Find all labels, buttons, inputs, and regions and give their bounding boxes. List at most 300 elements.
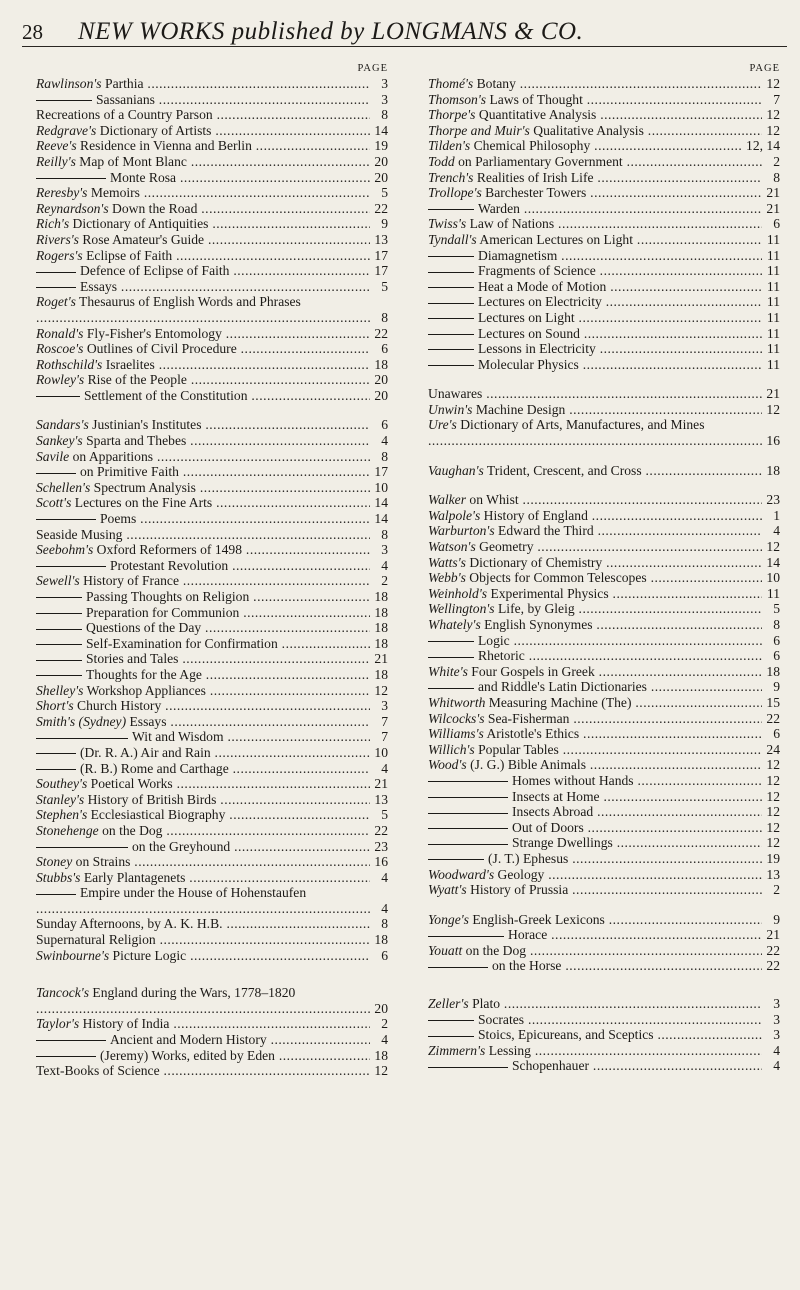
ditto-dash [36,287,76,288]
entry-page-number: 6 [773,726,780,742]
entry-title-text: English Synonymes [480,617,593,632]
entry-title-text: Thesaurus of English Words and Phrases [75,294,301,310]
entry-page-number: 11 [766,325,780,341]
index-entry [36,76,388,92]
index-entry [428,789,780,805]
entry-page-number: 17 [374,263,388,279]
entry-page-number: 1 [773,507,780,523]
entry-title [428,508,762,524]
entry-page-number: 6 [381,341,388,357]
entry-title [36,433,370,449]
index-entry [36,388,388,404]
entry-title-text: Settlement of the Constitution [84,387,248,403]
entry-title [428,463,762,479]
entry-author: Whitworth [428,694,486,710]
entry-title [428,1012,762,1028]
index-entry [428,851,780,867]
entry-page-number: 11 [766,247,780,263]
entry-title [428,523,762,539]
entry-page-number: 8 [381,526,388,542]
entry-page-number: 4 [381,557,388,573]
index-entry [428,201,780,217]
index-entry [36,154,388,170]
entry-title [428,996,762,1012]
index-entry [36,542,388,558]
entry-author: Sewell's [36,573,80,589]
index-entry [36,683,388,699]
entry-title [428,912,762,928]
right-entry-list [428,76,780,1074]
index-entry [36,636,388,652]
index-entry [36,729,388,745]
entry-author: Short's [36,698,74,714]
entry-title [428,138,742,154]
section-gap [428,449,780,463]
index-entry [36,932,388,948]
index-entry [428,279,780,295]
ditto-dash [428,813,508,814]
entry-author: Watson's [428,539,476,555]
entry-title-text: Protestant Revolution [110,557,229,573]
entry-title [428,648,762,664]
entry-title [36,985,370,1016]
entry-title-text: Socrates [478,1011,525,1027]
entry-page-number: 13 [374,231,388,247]
entry-page-number: 22 [374,200,388,216]
entry-title-text: Popular Tables [474,741,559,757]
entry-title-text: Israelites [102,356,155,372]
entry-title [428,294,762,310]
index-entry [36,511,388,527]
entry-page-number: 14 [374,122,388,138]
entry-page-number: 12 [766,835,780,851]
entry-title-text: (Jeremy) Works, edited by Eden [100,1047,275,1063]
entry-page-number: 6 [381,947,388,963]
entry-author: Trench's [428,169,474,185]
entry-author: Stonehenge [36,822,99,838]
index-entry [428,107,780,123]
index-entry [36,279,388,295]
entry-title-text: Sea-Fisherman [484,710,570,726]
entry-author: Smith's (Sydney) [36,713,127,729]
entry-title-text: on Apparitions [69,448,154,464]
ditto-dash [36,629,82,630]
entry-page-number: 15 [766,694,780,710]
header-rule [22,46,787,47]
entry-author: Whately's [428,617,481,632]
index-entry [36,341,388,357]
entry-title-text: Chemical Philosophy [470,138,591,154]
index-entry [428,326,780,342]
ditto-dash [36,100,92,101]
entry-title-text: Quantitative Analysis [475,107,597,123]
entry-title-text: Diamagnetism [478,247,558,263]
entry-title-text: Machine Design [472,401,566,417]
entry-page-number: 6 [773,648,780,664]
index-entry [428,232,780,248]
entry-title [36,589,370,605]
entry-title-text: Memoirs [87,185,140,201]
entry-page-number: 12 [766,539,780,555]
entry-page-number: 4 [773,523,780,539]
entry-page-number: 9 [381,216,388,232]
entry-title [36,154,370,170]
entry-title-text: Sparta and Thebes [82,433,187,449]
entry-page-number: 22 [374,325,388,341]
entry-title [36,620,370,636]
index-entry [36,916,388,932]
entry-title [428,402,762,418]
index-entry [36,714,388,730]
entry-title [36,372,370,388]
entry-page-number: 14 [766,554,780,570]
ditto-dash [36,613,82,614]
index-entry [36,326,388,342]
entry-author: White's [428,663,468,679]
entry-title [36,792,370,808]
entry-title [36,232,370,248]
entry-title-text: (J. G.) Bible Animals [466,757,586,773]
entry-author: Williams's [428,726,484,742]
entry-title [428,757,762,773]
entry-title-text: England during the Wars, 1778–1820 [89,985,296,1001]
ditto-dash [36,272,76,273]
entry-title-text: on the Horse [492,958,562,974]
index-entry [36,870,388,886]
entry-title [428,170,762,186]
entry-title [36,170,370,186]
ditto-dash [36,473,76,474]
index-entry [428,927,780,943]
entry-title [36,729,370,745]
index-entry [428,76,780,92]
entry-page-number: 3 [381,698,388,714]
entry-author: Wyatt's [428,882,467,898]
index-entry [36,745,388,761]
index-entry [428,386,780,402]
entry-title-text: Spectrum Analysis [90,479,196,495]
index-entry [36,792,388,808]
entry-title [36,823,370,839]
ditto-dash [36,597,82,598]
entry-title-text: Workshop Appliances [83,682,206,698]
entry-title-text: Horace [508,927,548,943]
section-gap [36,963,388,985]
entry-author: Zeller's [428,996,469,1012]
entry-page-number: 20 [374,153,388,169]
index-entry [428,185,780,201]
entry-page-number: 12 [766,107,780,123]
entry-author: Ure's [428,417,457,433]
ditto-dash [428,318,474,319]
ditto-dash [428,1036,474,1037]
entry-title-text: Map of Mont Blanc [75,153,187,169]
index-entry [36,761,388,777]
entry-title [36,745,370,761]
entry-title [428,570,762,586]
index-entry [428,633,780,649]
entry-title [36,480,370,496]
entry-title-text: Lectures on Sound [478,325,580,341]
entry-title-text: Logic [478,632,510,648]
entry-page-number: 7 [381,729,388,745]
entry-page-number: 11 [766,231,780,247]
entry-title-text: Stoics, Epicureans, and Sceptics [478,1027,654,1043]
index-entry [428,123,780,139]
entry-author: Rothschild's [36,356,103,372]
index-entry [36,216,388,232]
entry-page-number: 10 [766,570,780,586]
entry-title [36,1048,370,1064]
entry-author: Woodward's [428,866,495,882]
entry-title-text: Sunday Afternoons, by A. K. H.B. [36,916,223,932]
entry-page-number: 17 [374,247,388,263]
entry-title [428,216,762,232]
index-entry [428,263,780,279]
entry-title-text: Botany [473,76,516,91]
index-entry [428,216,780,232]
entry-page-number: 21 [374,776,388,792]
entry-title-text: Passing Thoughts on Religion [86,589,250,604]
entry-title [428,326,762,342]
index-entry [428,539,780,555]
entry-title [428,586,762,602]
entry-title-text: Molecular Physics [478,356,579,372]
entry-title [36,76,370,92]
entry-author: Warburton's [428,523,495,539]
entry-page-number: 8 [381,448,388,464]
index-entry [428,417,780,448]
entry-title-text: Poetical Works [87,776,173,792]
entry-title-text: Early Plantagenets [80,869,186,885]
entry-page-number: 5 [381,807,388,823]
entry-page-number: 11 [766,263,780,279]
ditto-dash [428,334,474,335]
entry-title-text: Wit and Wisdom [132,729,224,745]
entry-title-text: Warden [478,200,520,216]
index-entry [428,248,780,264]
entry-title-text: Fly-Fisher's Entomology [83,325,222,341]
entry-author: Wellington's [428,601,495,617]
entry-title-text: Measuring Machine (The) [485,694,632,710]
entry-title-text: Residence in Vienna and Berlin [76,138,252,154]
index-entry [36,123,388,139]
entry-title [36,839,370,855]
entry-author: Shelley's [36,682,84,698]
index-entry [428,1058,780,1074]
index-entry [428,943,780,959]
entry-page-number: 20 [374,169,388,185]
entry-title-text: Life, by Gleig [494,601,575,617]
ditto-dash [36,1056,96,1057]
entry-title [36,651,370,667]
entry-page-number: 12 [766,757,780,773]
ditto-dash [428,967,488,968]
index-entry [36,464,388,480]
index-entry [36,1063,388,1079]
entry-page-number: 11 [766,278,780,294]
entry-title [36,107,370,123]
entry-page-number: 5 [773,601,780,617]
entry-page-number: 6 [773,216,780,232]
entry-title [36,216,370,232]
entry-title-text: Law of Nations [466,216,555,232]
entry-title-text: History of France [79,573,179,589]
entry-title-text: Strange Dwellings [512,835,613,851]
index-entry [36,372,388,388]
entry-title-text: Sassanians [96,91,155,107]
ditto-dash [36,396,80,397]
entry-page-number: 11 [766,294,780,310]
entry-page-number: 18 [374,1047,388,1063]
entry-author: Savile [36,448,70,464]
entry-title [36,92,370,108]
entry-title-text: History of England [480,507,588,523]
entry-page-number: 18 [374,666,388,682]
ditto-dash [428,657,474,658]
index-entry [36,558,388,574]
index-entry [428,820,780,836]
entry-title-text: Rhetoric [478,648,525,664]
index-entry [428,882,780,898]
entry-title [428,835,762,851]
entry-title-text: Stories and Tales [86,651,179,667]
index-entry [36,1032,388,1048]
entry-title [428,1043,762,1059]
entry-page-number: 21 [766,927,780,943]
index-entry [428,586,780,602]
entry-title [428,123,762,139]
entry-author: Willich's [428,741,475,757]
entry-title-text: History of British Birds [84,791,217,807]
ditto-dash [428,1067,508,1068]
index-entry [36,417,388,433]
entry-title-text: Text-Books of Science [36,1063,160,1079]
entry-page-number: 18 [374,604,388,620]
section-gap [428,478,780,492]
entry-author: Thomé's [428,76,474,91]
entry-title-text: Seaside Musing [36,526,123,542]
entry-author: Webb's [428,570,466,586]
entry-title [428,263,762,279]
index-entry [36,138,388,154]
entry-title [428,789,762,805]
entry-page-number: 3 [773,1011,780,1027]
entry-title [36,123,370,139]
entry-page-number: 21 [766,185,780,201]
index-entry [36,573,388,589]
entry-title-text: Essays [80,278,118,294]
entry-author: Southey's [36,776,88,792]
entry-page-number: 4 [381,760,388,776]
entry-page-number: 22 [374,822,388,838]
ditto-dash [36,519,96,520]
entry-page-number: 11 [766,341,780,357]
entry-page-number: 21 [766,386,780,402]
index-entry [428,492,780,508]
entry-author: Tyndall's [428,231,477,247]
index-entry [428,835,780,851]
entry-page-number: 5 [381,185,388,201]
entry-title [428,386,762,402]
entry-title [428,851,762,867]
entry-title [428,492,762,508]
entry-page-number: 13 [374,791,388,807]
index-entry [36,449,388,465]
entry-title-text: Rise of the People [84,372,187,388]
index-entry [36,170,388,186]
entry-page-number: 11 [766,356,780,372]
ditto-dash [428,859,484,860]
index-entry [36,1016,388,1032]
entry-page-number: 8 [381,309,388,325]
entry-title-text: Outlines of Civil Procedure [83,341,237,357]
entry-author: Reilly's [36,153,76,169]
ditto-dash [428,688,474,689]
index-entry [36,433,388,449]
entry-page-number: 11 [766,309,780,325]
entry-title-text: Parthia [101,76,144,91]
entry-page-number: 8 [773,169,780,185]
entry-page-number: 23 [766,492,780,508]
entry-title [36,605,370,621]
entry-title [36,417,370,433]
entry-title-text: Schopenhauer [512,1058,590,1074]
entry-title [36,870,370,886]
index-entry [36,605,388,621]
section-gap [36,403,388,417]
entry-author: Rivers's [36,231,79,247]
entry-page-number: 4 [381,1032,388,1048]
entry-title-text: Self-Examination for Confirmation [86,635,278,651]
entry-title-text: Geology [494,866,545,882]
entry-title-text: Dictionary of Arts, Manufactures, and Mines [456,417,705,433]
entry-title [36,573,370,589]
entry-title-text: Ancient and Modern History [110,1032,267,1048]
entry-author: Schellen's [36,479,91,495]
entry-page-number: 22 [766,710,780,726]
entry-title-text: on Parliamentary Government [454,153,623,169]
entry-author: Ronald's [36,325,84,341]
entry-author: Stoney [36,854,73,870]
entry-page-number: 2 [773,882,780,898]
entry-page-number: 10 [374,479,388,495]
entry-page-number: 14 [374,511,388,527]
entry-page-number: 10 [374,744,388,760]
ditto-dash [428,641,474,642]
entry-title [36,932,370,948]
index-entry [428,726,780,742]
entry-title [428,201,762,217]
entry-page-number: 12 [766,804,780,820]
entry-title-text: Lessing [485,1042,531,1058]
entry-page-number: 16 [766,433,780,449]
ditto-dash [36,847,128,848]
index-entry [428,773,780,789]
entry-page-number: 8 [773,617,780,632]
ditto-dash [428,828,508,829]
entry-title [428,357,762,373]
entry-title [428,695,762,711]
index-entry [36,823,388,839]
index-entry [36,839,388,855]
entry-page-number: 12 [766,772,780,788]
entry-author: Thomson's [428,91,487,107]
entry-title [36,558,370,574]
entry-page-number: 12 [766,122,780,138]
entry-author: Tilden's [428,138,471,154]
entry-title-text: Oxford Reformers of 1498 [93,542,243,558]
